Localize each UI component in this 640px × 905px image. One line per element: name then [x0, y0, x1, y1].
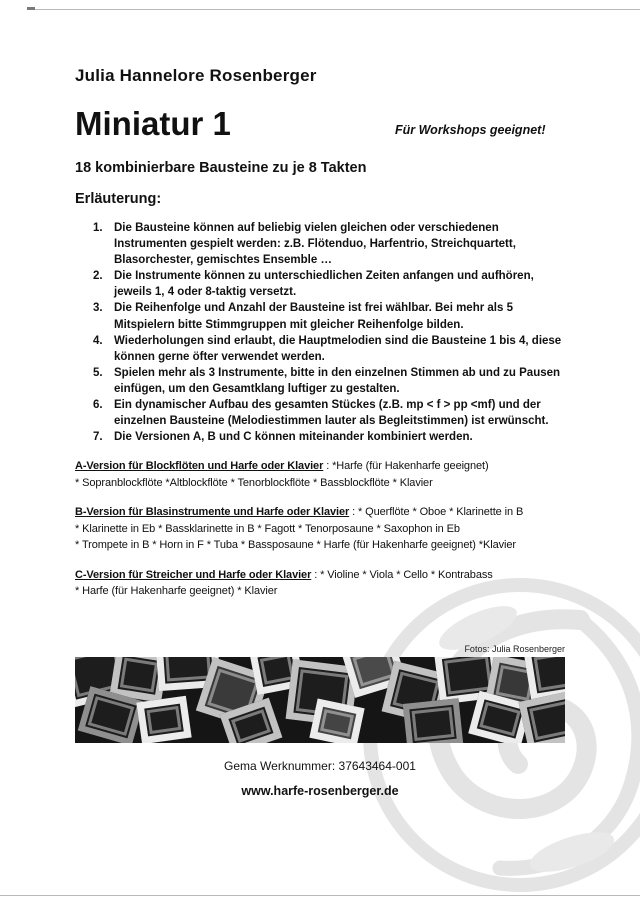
list-item-text: Spielen mehr als 3 Instrumente, bitte in den einzelnen Stimmen ab und zu Pausen einfügen, um den Gesamtklang luftiger zu gestalten.: [114, 366, 561, 395]
version-c-instruments-line2: * Harfe (für Hakenharfe geeignet) * Klavier: [75, 585, 278, 598]
photo-collage-picture-frames: [75, 657, 565, 743]
picture-frame: [136, 696, 191, 743]
numbered-list: [75, 220, 565, 445]
list-item-text: Die Reihenfolge und Anzahl der Bausteine ist frei wählbar. Bei mehr als 5 Mitspielern bitte Stimmgruppen mit gleicher Reihenfolge bilden.: [114, 302, 513, 331]
version-a-heading-line: [75, 458, 565, 475]
version-c-heading: C-Version für Streicher und Harfe oder Klavier: [75, 568, 312, 581]
version-a-heading: A-Version für Blockflöten und Harfe oder Klavier: [75, 460, 324, 473]
workshop-tagline: Für Workshops geeignet!: [395, 123, 546, 137]
version-b-heading: B-Version für Blasinstrumente und Harfe oder Klavier: [75, 506, 350, 519]
page-title: Miniatur 1: [75, 105, 231, 142]
list-item-number: 2.: [93, 270, 103, 283]
list-item: [75, 268, 565, 300]
picture-frame: [309, 698, 364, 743]
author-name: Julia Hannelore Rosenberger: [75, 66, 317, 85]
list-item: [75, 397, 565, 429]
list-item-number: 7.: [93, 431, 103, 444]
title-row: [75, 98, 565, 140]
list-item-text: Die Bausteine können auf beliebig vielen gleichen oder verschiedenen Instrumenten gespielt werden: z.B. Flötenduo, Harfentrio, Streichquartett, Blasorchester, gemischtes Ensemble …: [114, 222, 516, 267]
version-c-section: [75, 567, 565, 600]
list-item-text: Wiederholungen sind erlaubt, die Hauptmelodien sind die Bausteine 1 bis 4, diese können gerne öfter verwendet werden.: [114, 334, 562, 363]
section-heading-erlaeuterung: Erläuterung:: [75, 191, 162, 207]
list-item: [75, 365, 565, 397]
list-item: [75, 300, 565, 332]
version-b-instruments-line3: * Trompete in B * Horn in F * Tuba * Bassposaune * Harfe (für Hakenharfe geeignet) *Klavier: [75, 539, 516, 552]
version-b-section: [75, 504, 565, 554]
picture-frame: [403, 698, 464, 743]
list-item: [75, 220, 565, 268]
list-item-number: 4.: [93, 334, 103, 347]
list-item-text: Die Versionen A, B und C können miteinander kombiniert werden.: [114, 431, 473, 444]
website-url: www.harfe-rosenberger.de: [241, 783, 399, 798]
version-a-instruments-line2: * Sopranblockflöte *Altblockflöte * Tenorblockflöte * Bassblockflöte * Klavier: [75, 476, 433, 489]
version-c-heading-line: [75, 567, 565, 584]
version-a-section: [75, 458, 565, 491]
version-b-instruments-line2: * Klarinette in Eb * Bassklarinette in B * Fagott * Tenorposaune * Saxophon in Eb: [75, 522, 460, 535]
version-c-instruments-inline: : * Violine * Viola * Cello * Kontrabass: [311, 568, 493, 581]
list-item-text: Die Instrumente können zu unterschiedlichen Zeiten anfangen und aufhören, jeweils 1, 4 oder 8-taktig versetzt.: [114, 270, 534, 299]
list-item-number: 3.: [93, 302, 103, 315]
photo-credit: Fotos: Julia Rosenberger: [464, 643, 565, 654]
version-b-heading-line: [75, 504, 565, 521]
subtitle: 18 kombinierbare Bausteine zu je 8 Takten: [75, 160, 367, 176]
list-item: [75, 333, 565, 365]
list-item-text: Ein dynamischer Aufbau des gesamten Stückes (z.B. mp < f > pp <mf) und der einzelnen Bausteine (Melodiestimmen lauter als Begleitstimmen) ist erwünscht.: [114, 399, 549, 428]
list-item-number: 5.: [93, 366, 103, 379]
list-item-number: 6.: [93, 399, 103, 412]
list-item-number: 1.: [93, 222, 103, 234]
version-b-instruments-inline: : * Querflöte * Oboe * Klarinette in B: [349, 506, 524, 519]
version-a-instruments-inline: : *Harfe (für Hakenharfe geeignet): [323, 460, 489, 473]
list-item: [75, 429, 565, 445]
gema-work-number: Gema Werknummer: 37643464-001: [224, 758, 416, 773]
